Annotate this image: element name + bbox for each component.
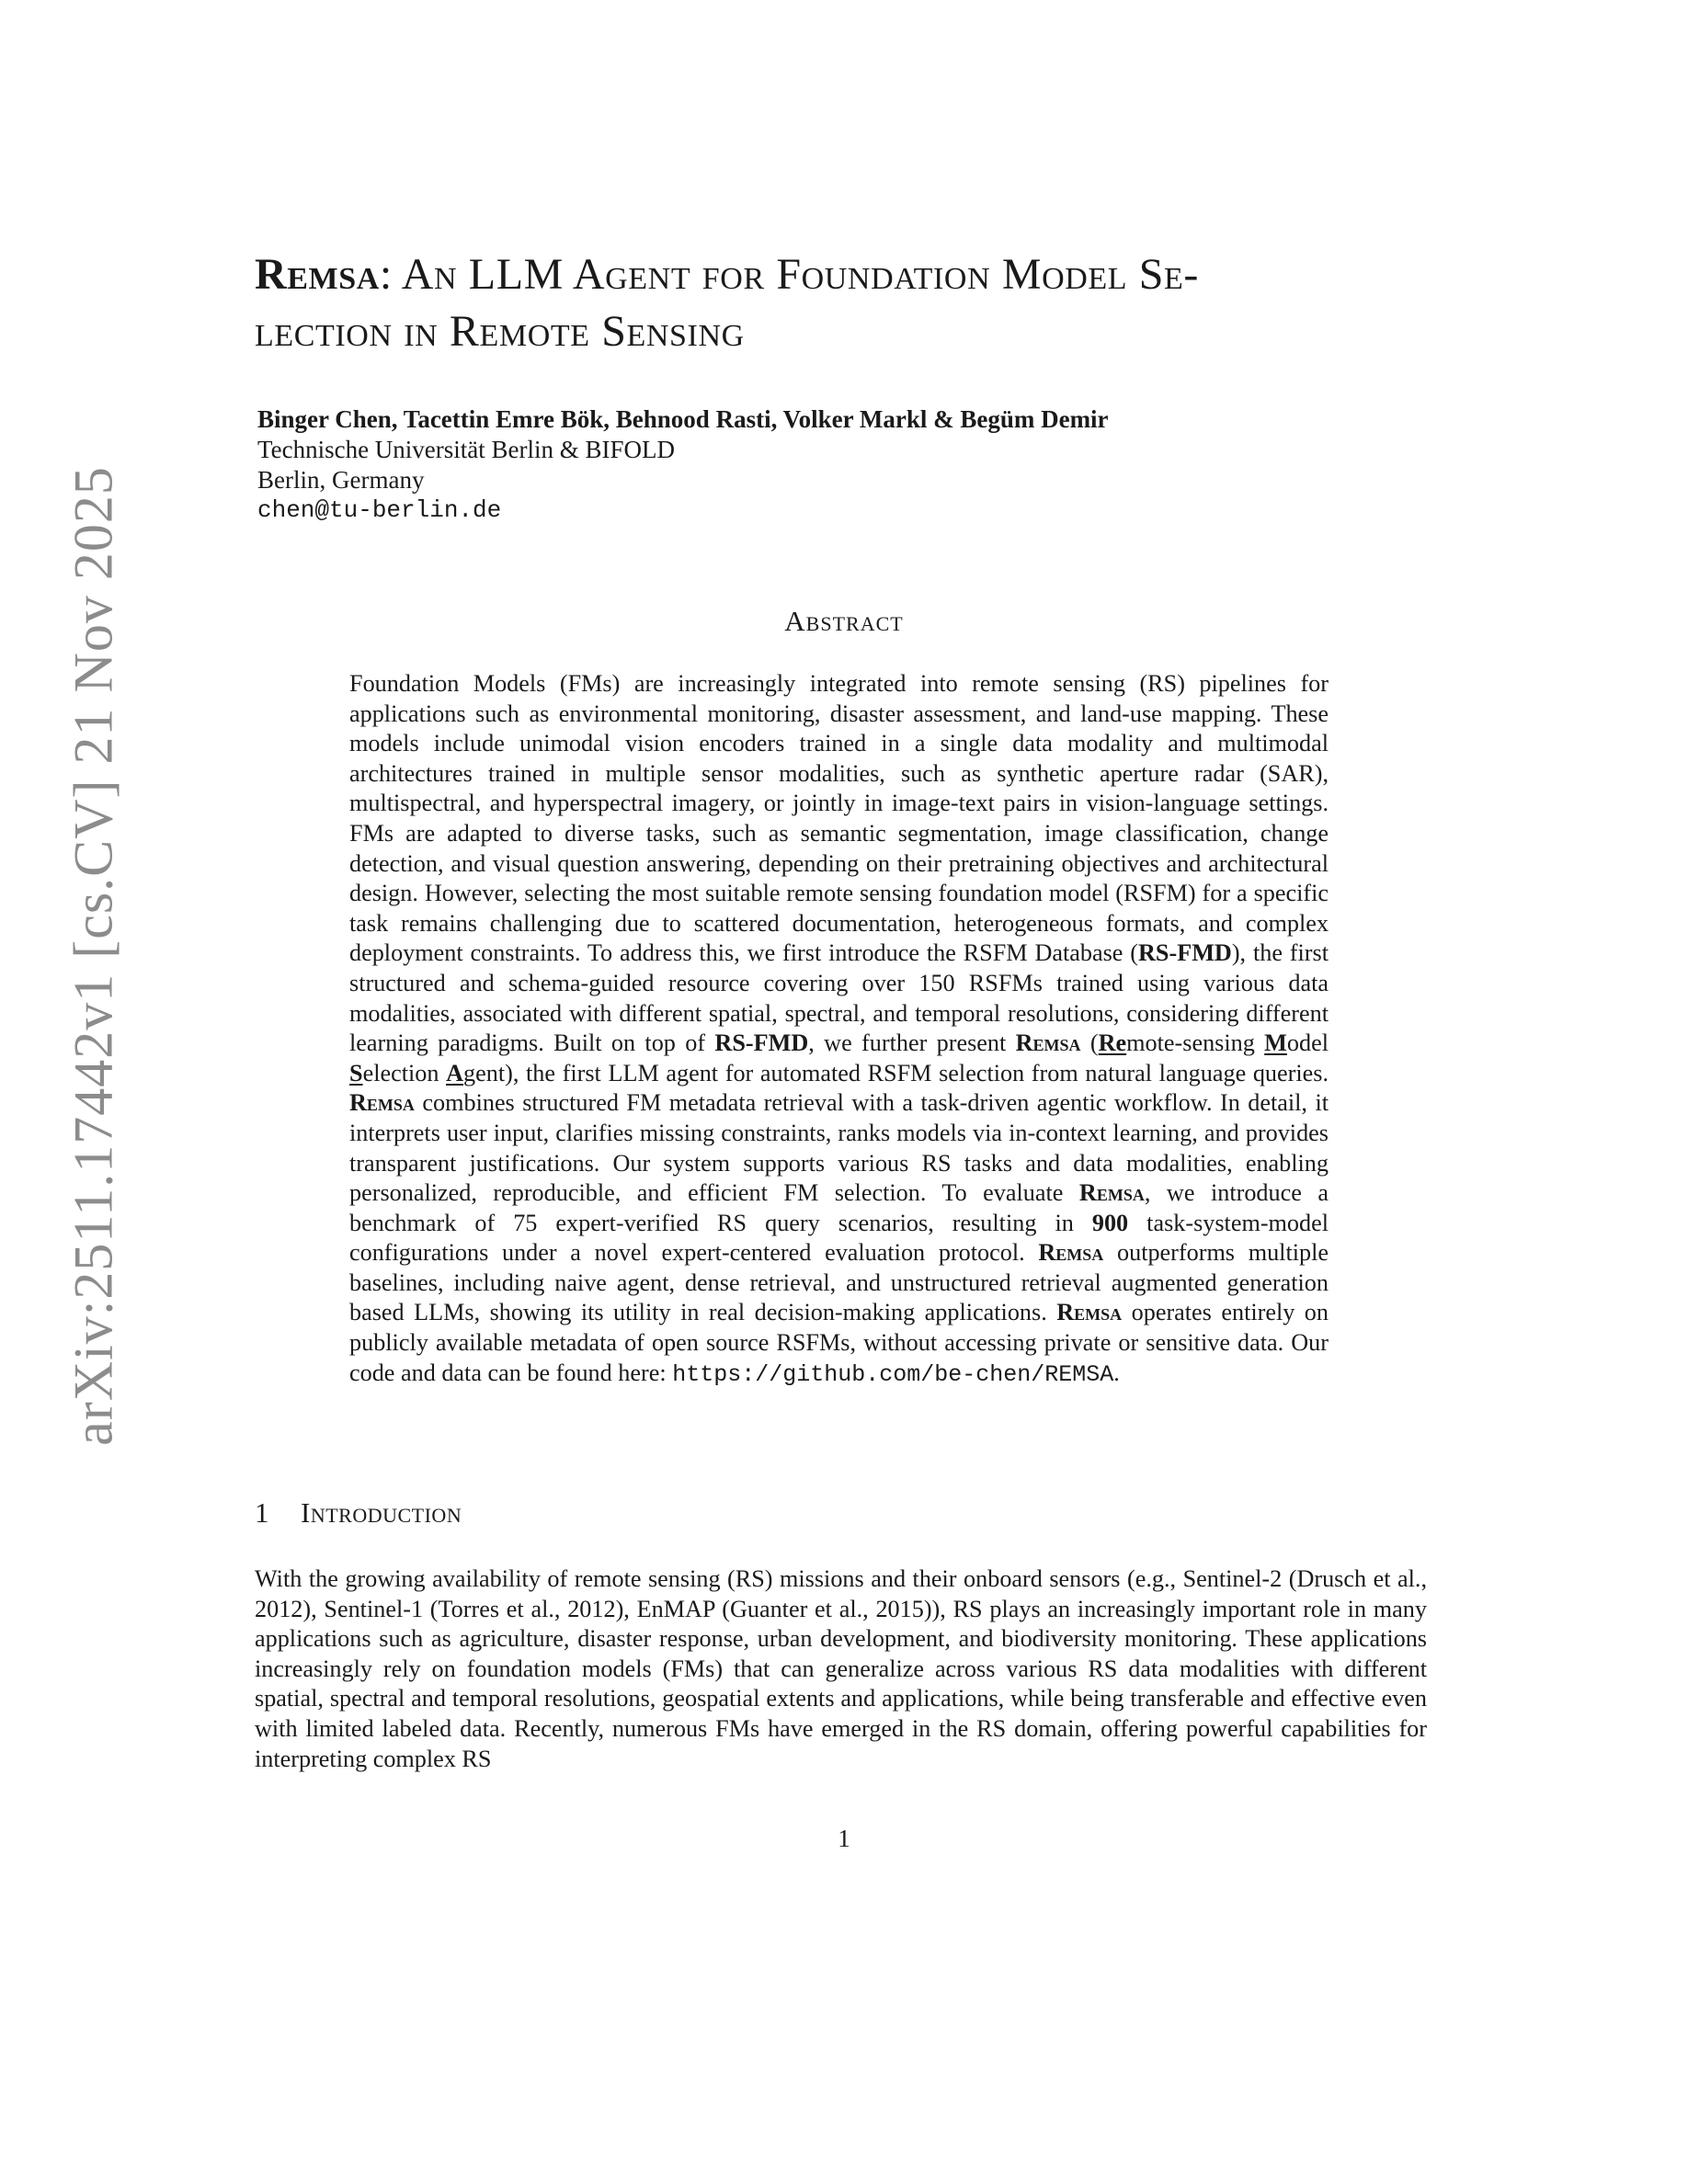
arxiv-identifier: arXiv:2511.17442v1 [cs.CV] 21 Nov 2025	[63, 466, 124, 1446]
abstract-text: Foundation Models (FMs) are increasingly integrated into remote sensing (RS) pipelines for applications such as environmental monitoring, disaster assessment, and land-use mapping. These models include unimodal vision encoders trained in a single data modality and multimodal architectures trained in multiple sensor modalities, such as synthetic aperture radar (SAR), multispectral, and hyperspectral imagery, or jointly in image-text pairs in vision-language settings. FMs are adapted to diverse tasks, such as semantic segmentation, image classification, change detection, and visual question answering, depending on their pretraining objectives and architectural design. However, selecting the most suitable remote sensing foundation model (RSFM) for a specific task remains challenging due to scattered documentation, heterogeneous formats, and complex deployment constraints. To address this, we first introduce the RSFM Database (	[349, 670, 1329, 967]
abstract-text: ), the first LLM agent for automated RSFM selection from natural language queries.	[505, 1059, 1329, 1086]
acronym-letters: S	[349, 1059, 363, 1086]
acronym-text: odel	[1286, 1029, 1329, 1057]
introduction-body: With the growing availability of remote sensing (RS) missions and their onboard sensors (e.g., Sentinel-2 (Drusch et al., 2012), Sentinel-1 (Torres et al., 2012), EnMAP (Guanter et al., 2015)), RS plays an increasingly important role in many applications such as agriculture, disaster response, urban development, and biodiversity monitoring. These applications increasingly rely on foundation models (FMs) that can generalize across various RS data modalities with different spatial, spectral and temporal resolutions, geospatial extents and applications, while being transferable and effective even with limited labeled data. Recently, numerous FMs have emerged in the RS domain, offering powerful capabilities for interpreting complex RS	[255, 1565, 1427, 1772]
acronym-letters: Re	[1098, 1029, 1127, 1057]
section-title: Introduction	[301, 1496, 462, 1529]
section-heading-introduction	[255, 1496, 462, 1530]
system-name: Remsa	[1056, 1299, 1123, 1326]
abstract-text: .	[1113, 1359, 1120, 1386]
repository-link[interactable]: https://github.com/be-chen/REMSA	[672, 1360, 1114, 1388]
database-name: RS-FMD	[1138, 939, 1232, 967]
abstract-text: ), the first structured and schema-guided resource covering over 150 RSFMs trained using various data modalities, associated with different spatial, spectral, and temporal resolutions, considering different learning paradigms. Built on top of	[349, 939, 1329, 1057]
acronym-letters: A	[446, 1059, 464, 1086]
database-name: RS-FMD	[714, 1029, 809, 1057]
acronym-text: gent	[463, 1059, 506, 1086]
system-name: Remsa	[1015, 1029, 1081, 1057]
abstract-text: task-system-model configurations under a novel expert-centered evaluation protocol.	[349, 1209, 1329, 1267]
section-number: 1	[255, 1496, 269, 1529]
email-address[interactable]: chen@tu-berlin.de	[257, 496, 502, 524]
abstract-text: , we introduce a benchmark of 75 expert-verified RS query scenarios, resulting in	[349, 1179, 1329, 1236]
acronym-text: mote-sensing	[1126, 1029, 1265, 1057]
author-list: Binger Chen, Tacettin Emre Bök, Behnood Rasti, Volker Markl & Begüm Demir	[257, 405, 1109, 433]
author-block	[257, 404, 1109, 526]
title-line-1-text: : An LLM Agent for Foundation Model Se-	[379, 250, 1199, 299]
abstract-text: operates entirely on publicly available metadata of open source RSFMs, without accessing private or sensitive data. Our code and data can be found here:	[349, 1299, 1329, 1386]
abstract-text: outperforms multiple baselines, including naive agent, dense retrieval, and unstructured retrieval augmented generation based LLMs, showing its utility in real decision-making applications.	[349, 1239, 1329, 1326]
abstract-heading: Abstract	[784, 605, 904, 637]
abstract-body: Foundation Models (FMs) are increasingly integrated into remote sensing (RS) pipelines for applications such as environmental monitoring, disaster assessment, and land-use mapping. These models include unimodal vision encoders trained in a single data modality and multimodal architectures trained in multiple sensor modalities, such as synthetic aperture radar (SAR), multispectral, and hyperspectral imagery, or jointly in image-text pairs in vision-language settings. FMs are adapted to diverse tasks, such as semantic segmentation, image classification, change detection, and visual question answering, depending on their pretraining objectives and architectural design. However, selecting the most suitable remote sensing foundation model (RSFM) for a specific task remains challenging due to scattered documentation, heterogeneous formats, and complex deployment constraints. To address this, we first introduce the RSFM Database (RS-FMD), the first structured and schema-guided resource covering over 150 RSFMs trained using various data modalities, associated with different spatial, spectral, and temporal resolutions, considering different learning paradigms. Built on top of RS-FMD, we further present Remsa (Remote-sensing Model Selection Agent), the first LLM agent for automated RSFM selection from natural language queries. Remsa combines structured FM metadata retrieval with a task-driven agentic workflow. In detail, it interprets user input, clarifies missing constraints, ranks models via in-context learning, and provides transparent justifications. Our system supports various RS tasks and data modalities, enabling personalized, reproducible, and efficient FM selection. To evaluate Remsa, we introduce a benchmark of 75 expert-verified RS query scenarios, resulting in 900 task-system-model configurations under a novel expert-centered evaluation protocol. Remsa outperforms multiple baselines, including naive agent, dense retrieval, and unstructured retrieval augmented generation based LLMs, showing its utility in real decision-making applications. Remsa operates entirely on publicly available metadata of open source RSFMs, without accessing private or sensitive data. Our code and data can be found here: https://github.com/be-chen/REMSA.	[349, 670, 1329, 1388]
acronym-letters: M	[1264, 1029, 1287, 1057]
system-name: Remsa	[1078, 1179, 1145, 1207]
system-name: Remsa	[1038, 1239, 1104, 1267]
paper-title	[255, 246, 1441, 360]
page-number: 1	[838, 1825, 850, 1852]
title-system-name: Remsa	[255, 250, 380, 299]
location: Berlin, Germany	[257, 466, 425, 494]
title-line-2: lection in Remote Sensing	[255, 307, 745, 356]
system-name: Remsa	[349, 1089, 415, 1117]
abstract-text: combines structured FM metadata retrieval with a task-driven agentic workflow. In detail, it interprets user input, clarifies missing constraints, ranks models via in-context learning, and provides transparent justifications. Our system supports various RS tasks and data modalities, enabling personalized, reproducible, and efficient FM selection. To evaluate	[349, 1089, 1329, 1207]
title-line-1	[255, 246, 1441, 303]
affiliation: Technische Universität Berlin & BIFOLD	[257, 436, 676, 463]
abstract-text: , we further present	[808, 1029, 1016, 1057]
acronym-text: election	[362, 1059, 447, 1086]
configuration-count: 900	[1091, 1209, 1129, 1236]
